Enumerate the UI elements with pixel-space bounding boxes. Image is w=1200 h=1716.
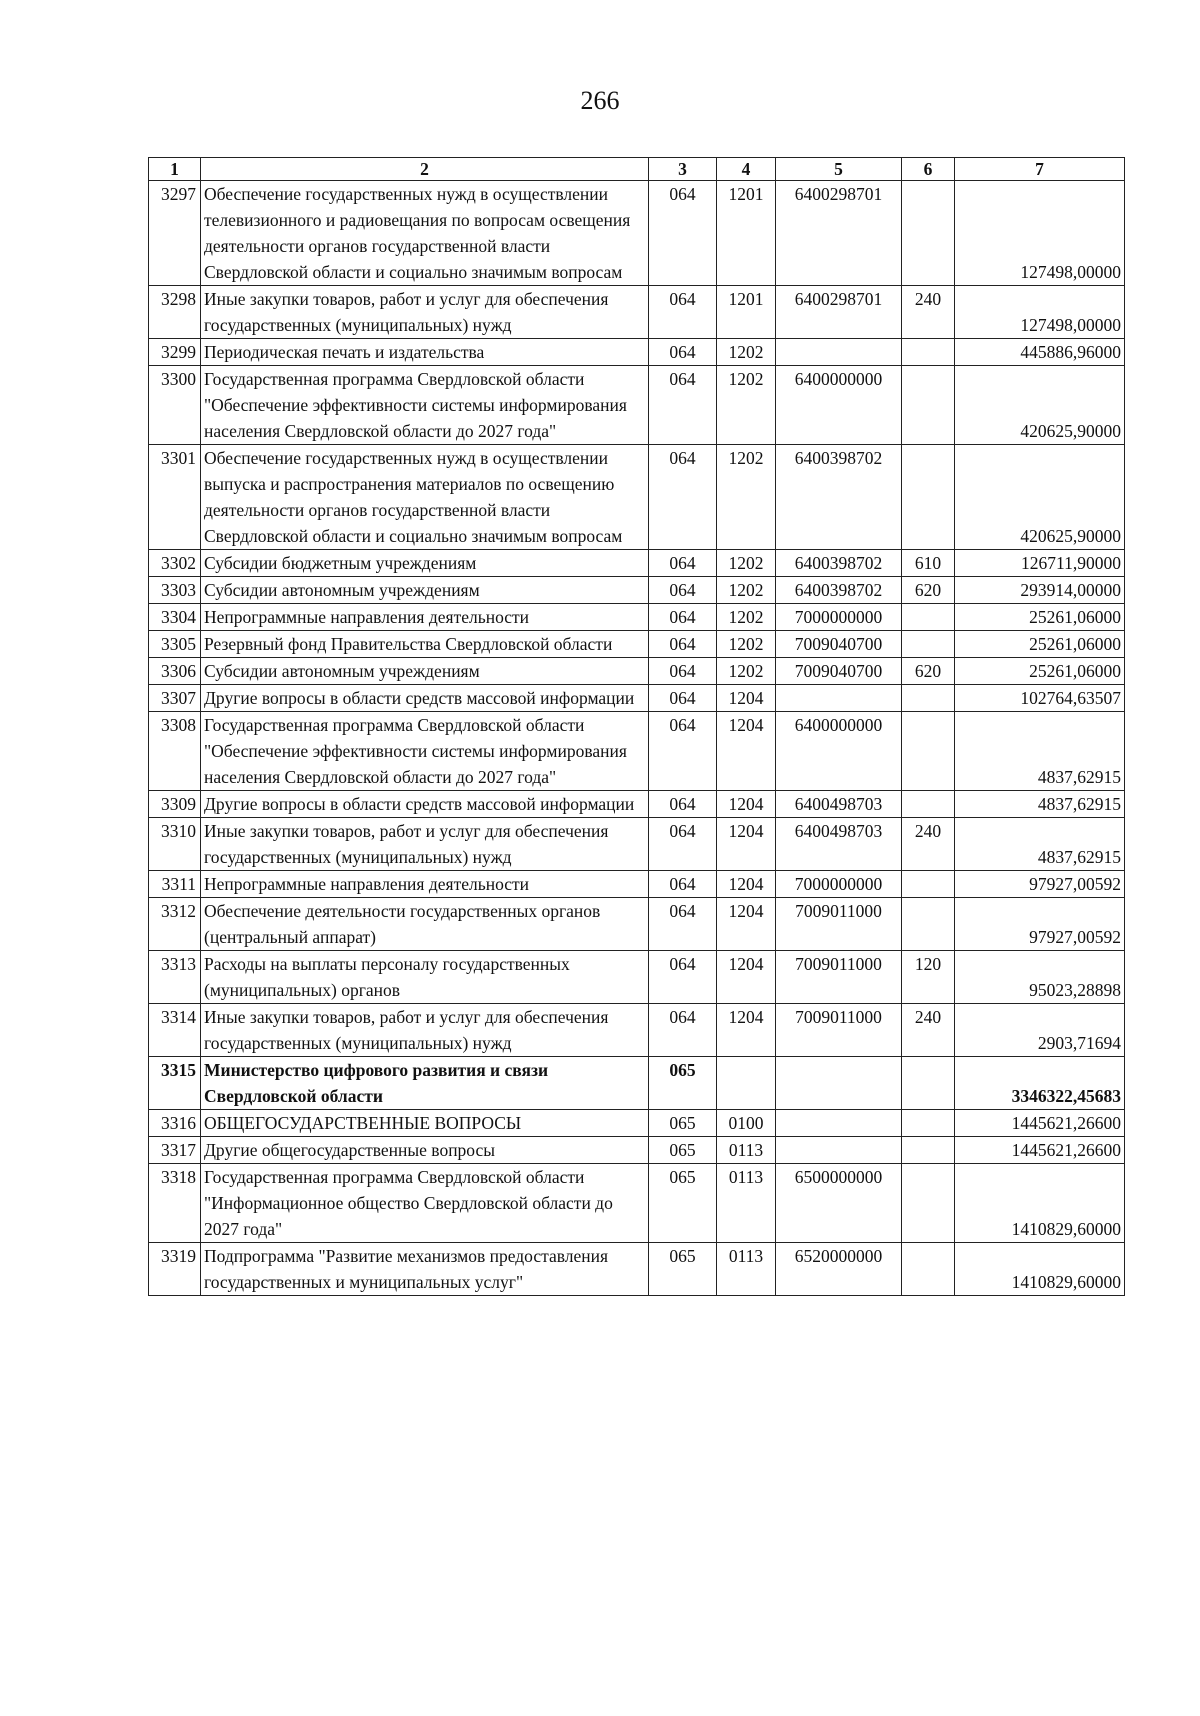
- row-target-code: 6500000000: [776, 1164, 902, 1243]
- row-section-code: 0100: [717, 1110, 776, 1137]
- row-amount: 1410829,60000: [955, 1164, 1125, 1243]
- row-section-code: 1204: [717, 1004, 776, 1057]
- header-col-4: 4: [717, 158, 776, 181]
- row-expense-type: [902, 181, 955, 286]
- row-name: Субсидии бюджетным учреждениям: [201, 550, 649, 577]
- row-number: 3317: [149, 1137, 201, 1164]
- row-expense-type: [902, 871, 955, 898]
- row-target-code: [776, 339, 902, 366]
- row-expense-type: [902, 1164, 955, 1243]
- row-ministry-code: 064: [649, 577, 717, 604]
- row-target-code: 6400398702: [776, 550, 902, 577]
- row-number: 3313: [149, 951, 201, 1004]
- row-expense-type: 240: [902, 286, 955, 339]
- row-section-code: 1202: [717, 577, 776, 604]
- row-number: 3318: [149, 1164, 201, 1243]
- row-amount: 1410829,60000: [955, 1243, 1125, 1296]
- table-row: [149, 871, 1125, 898]
- row-name: Другие вопросы в области средств массовой информации: [201, 791, 649, 818]
- row-amount: 1445621,26600: [955, 1137, 1125, 1164]
- row-section-code: 1202: [717, 366, 776, 445]
- row-ministry-code: 064: [649, 366, 717, 445]
- row-ministry-code: 064: [649, 818, 717, 871]
- row-expense-type: 610: [902, 550, 955, 577]
- row-section-code: 1204: [717, 685, 776, 712]
- row-expense-type: [902, 631, 955, 658]
- row-ministry-code: 064: [649, 951, 717, 1004]
- row-amount: 25261,06000: [955, 631, 1125, 658]
- table-row: [149, 1004, 1125, 1057]
- row-name: Субсидии автономным учреждениям: [201, 577, 649, 604]
- row-expense-type: [902, 1137, 955, 1164]
- row-ministry-code: 064: [649, 898, 717, 951]
- row-target-code: 6400398702: [776, 577, 902, 604]
- row-ministry-code: 064: [649, 604, 717, 631]
- row-expense-type: [902, 1243, 955, 1296]
- table-row: [149, 445, 1125, 550]
- row-expense-type: [902, 339, 955, 366]
- row-number: 3307: [149, 685, 201, 712]
- row-number: 3297: [149, 181, 201, 286]
- row-ministry-code: 065: [649, 1137, 717, 1164]
- row-name: Непрограммные направления деятельности: [201, 604, 649, 631]
- row-section-code: 1204: [717, 791, 776, 818]
- row-amount: 102764,63507: [955, 685, 1125, 712]
- row-target-code: 6400398702: [776, 445, 902, 550]
- table-row: [149, 339, 1125, 366]
- row-section-code: 1204: [717, 818, 776, 871]
- row-amount: 420625,90000: [955, 366, 1125, 445]
- row-expense-type: [902, 712, 955, 791]
- row-ministry-code: 064: [649, 286, 717, 339]
- table-header: [149, 158, 1125, 181]
- row-amount: 1445621,26600: [955, 1110, 1125, 1137]
- row-ministry-code: 065: [649, 1164, 717, 1243]
- table-row: [149, 951, 1125, 1004]
- row-name: Непрограммные направления деятельности: [201, 871, 649, 898]
- row-amount: 3346322,45683: [955, 1057, 1125, 1110]
- row-amount: 4837,62915: [955, 712, 1125, 791]
- row-section-code: 0113: [717, 1164, 776, 1243]
- row-name: Государственная программа Свердловской области "Обеспечение эффективности системы информирования населения Свердловской области до 2027 года": [201, 366, 649, 445]
- table-row: [149, 818, 1125, 871]
- header-col-2: 2: [201, 158, 649, 181]
- header-col-5: 5: [776, 158, 902, 181]
- row-amount: 293914,00000: [955, 577, 1125, 604]
- row-number: 3301: [149, 445, 201, 550]
- row-target-code: [776, 1137, 902, 1164]
- row-amount: 126711,90000: [955, 550, 1125, 577]
- table-row: [149, 577, 1125, 604]
- row-ministry-code: 064: [649, 685, 717, 712]
- header-col-7: 7: [955, 158, 1125, 181]
- table-row: [149, 550, 1125, 577]
- row-number: 3303: [149, 577, 201, 604]
- row-expense-type: [902, 1110, 955, 1137]
- table-row: [149, 1137, 1125, 1164]
- row-number: 3298: [149, 286, 201, 339]
- row-ministry-code: 064: [649, 871, 717, 898]
- row-ministry-code: 065: [649, 1057, 717, 1110]
- row-number: 3299: [149, 339, 201, 366]
- row-amount: 97927,00592: [955, 898, 1125, 951]
- row-expense-type: [902, 366, 955, 445]
- row-ministry-code: 064: [649, 339, 717, 366]
- row-name: Другие общегосударственные вопросы: [201, 1137, 649, 1164]
- row-amount: 25261,06000: [955, 604, 1125, 631]
- row-amount: 4837,62915: [955, 791, 1125, 818]
- table-row: [149, 712, 1125, 791]
- row-name: Расходы на выплаты персоналу государственных (муниципальных) органов: [201, 951, 649, 1004]
- row-amount: 420625,90000: [955, 445, 1125, 550]
- row-section-code: 1204: [717, 712, 776, 791]
- row-ministry-code: 064: [649, 712, 717, 791]
- row-number: 3306: [149, 658, 201, 685]
- row-expense-type: [902, 898, 955, 951]
- row-name: Иные закупки товаров, работ и услуг для обеспечения государственных (муниципальных) нужд: [201, 286, 649, 339]
- row-target-code: [776, 685, 902, 712]
- table-row: [149, 658, 1125, 685]
- table-row: [149, 898, 1125, 951]
- row-name: Иные закупки товаров, работ и услуг для обеспечения государственных (муниципальных) нужд: [201, 818, 649, 871]
- row-amount: 127498,00000: [955, 286, 1125, 339]
- row-target-code: 6400000000: [776, 712, 902, 791]
- row-target-code: 6400000000: [776, 366, 902, 445]
- row-section-code: 1202: [717, 604, 776, 631]
- table-row: [149, 181, 1125, 286]
- row-number: 3308: [149, 712, 201, 791]
- row-target-code: 6400498703: [776, 818, 902, 871]
- row-section-code: 1204: [717, 898, 776, 951]
- page-number: 266: [580, 86, 620, 115]
- row-section-code: 1201: [717, 181, 776, 286]
- table-row: [149, 1243, 1125, 1296]
- row-name: Другие вопросы в области средств массовой информации: [201, 685, 649, 712]
- row-target-code: 6400298701: [776, 286, 902, 339]
- header-col-6: 6: [902, 158, 955, 181]
- row-ministry-code: 065: [649, 1110, 717, 1137]
- row-target-code: 7009040700: [776, 631, 902, 658]
- header-col-1: 1: [149, 158, 201, 181]
- row-target-code: [776, 1057, 902, 1110]
- row-name: Иные закупки товаров, работ и услуг для обеспечения государственных (муниципальных) нужд: [201, 1004, 649, 1057]
- row-name: Резервный фонд Правительства Свердловской области: [201, 631, 649, 658]
- row-expense-type: 240: [902, 818, 955, 871]
- row-number: 3304: [149, 604, 201, 631]
- row-amount: 127498,00000: [955, 181, 1125, 286]
- row-target-code: 7009011000: [776, 898, 902, 951]
- row-amount: 25261,06000: [955, 658, 1125, 685]
- row-name: Подпрограмма "Развитие механизмов предоставления государственных и муниципальных услуг": [201, 1243, 649, 1296]
- row-number: 3315: [149, 1057, 201, 1110]
- row-section-code: 1201: [717, 286, 776, 339]
- row-name: Государственная программа Свердловской области "Обеспечение эффективности системы информирования населения Свердловской области до 2027 года": [201, 712, 649, 791]
- row-ministry-code: 064: [649, 791, 717, 818]
- row-number: 3300: [149, 366, 201, 445]
- row-section-code: 1202: [717, 445, 776, 550]
- row-name: Обеспечение государственных нужд в осуществлении выпуска и распространения материалов по освещению деятельности органов государственной власти Свердловской области и социально значимым вопросам: [201, 445, 649, 550]
- table-row: [149, 286, 1125, 339]
- row-name: Периодическая печать и издательства: [201, 339, 649, 366]
- table-row: [149, 604, 1125, 631]
- row-name: Обеспечение государственных нужд в осуществлении телевизионного и радиовещания по вопросам освещения деятельности органов государственной власти Свердловской области и социально значимым вопросам: [201, 181, 649, 286]
- row-expense-type: 620: [902, 658, 955, 685]
- row-expense-type: [902, 685, 955, 712]
- row-amount: 445886,96000: [955, 339, 1125, 366]
- row-number: 3302: [149, 550, 201, 577]
- row-number: 3311: [149, 871, 201, 898]
- row-number: 3305: [149, 631, 201, 658]
- table-row: [149, 631, 1125, 658]
- row-ministry-code: 065: [649, 1243, 717, 1296]
- row-amount: 4837,62915: [955, 818, 1125, 871]
- row-section-code: 1202: [717, 339, 776, 366]
- row-expense-type: [902, 445, 955, 550]
- row-expense-type: 240: [902, 1004, 955, 1057]
- row-number: 3316: [149, 1110, 201, 1137]
- row-target-code: 6520000000: [776, 1243, 902, 1296]
- row-number: 3309: [149, 791, 201, 818]
- row-amount: 2903,71694: [955, 1004, 1125, 1057]
- row-section-code: 1204: [717, 871, 776, 898]
- row-number: 3312: [149, 898, 201, 951]
- table-row: [149, 1110, 1125, 1137]
- row-target-code: 7009011000: [776, 951, 902, 1004]
- row-expense-type: 620: [902, 577, 955, 604]
- row-ministry-code: 064: [649, 181, 717, 286]
- row-ministry-code: 064: [649, 550, 717, 577]
- row-name: Субсидии автономным учреждениям: [201, 658, 649, 685]
- row-target-code: 7009011000: [776, 1004, 902, 1057]
- table-row: [149, 1164, 1125, 1243]
- row-expense-type: [902, 791, 955, 818]
- row-ministry-code: 064: [649, 631, 717, 658]
- row-number: 3314: [149, 1004, 201, 1057]
- table-row: [149, 1057, 1125, 1110]
- row-target-code: 7009040700: [776, 658, 902, 685]
- row-section-code: 1202: [717, 631, 776, 658]
- row-target-code: 7000000000: [776, 871, 902, 898]
- table-row: [149, 791, 1125, 818]
- row-target-code: 6400498703: [776, 791, 902, 818]
- row-amount: 95023,28898: [955, 951, 1125, 1004]
- row-target-code: [776, 1110, 902, 1137]
- row-expense-type: 120: [902, 951, 955, 1004]
- row-name: Обеспечение деятельности государственных органов (центральный аппарат): [201, 898, 649, 951]
- row-target-code: 6400298701: [776, 181, 902, 286]
- header-col-3: 3: [649, 158, 717, 181]
- row-section-code: 1204: [717, 951, 776, 1004]
- row-number: 3319: [149, 1243, 201, 1296]
- table-body: [149, 181, 1125, 1296]
- row-ministry-code: 064: [649, 445, 717, 550]
- row-ministry-code: 064: [649, 658, 717, 685]
- row-ministry-code: 064: [649, 1004, 717, 1057]
- row-section-code: 1202: [717, 658, 776, 685]
- row-expense-type: [902, 1057, 955, 1110]
- row-name: Министерство цифрового развития и связи Свердловской области: [201, 1057, 649, 1110]
- row-target-code: 7000000000: [776, 604, 902, 631]
- row-number: 3310: [149, 818, 201, 871]
- row-section-code: [717, 1057, 776, 1110]
- table-row: [149, 366, 1125, 445]
- budget-table: [148, 157, 1125, 1296]
- row-name: Государственная программа Свердловской области "Информационное общество Свердловской области до 2027 года": [201, 1164, 649, 1243]
- row-name: ОБЩЕГОСУДАРСТВЕННЫЕ ВОПРОСЫ: [201, 1110, 649, 1137]
- row-section-code: 1202: [717, 550, 776, 577]
- table-row: [149, 685, 1125, 712]
- row-amount: 97927,00592: [955, 871, 1125, 898]
- row-section-code: 0113: [717, 1137, 776, 1164]
- row-expense-type: [902, 604, 955, 631]
- row-section-code: 0113: [717, 1243, 776, 1296]
